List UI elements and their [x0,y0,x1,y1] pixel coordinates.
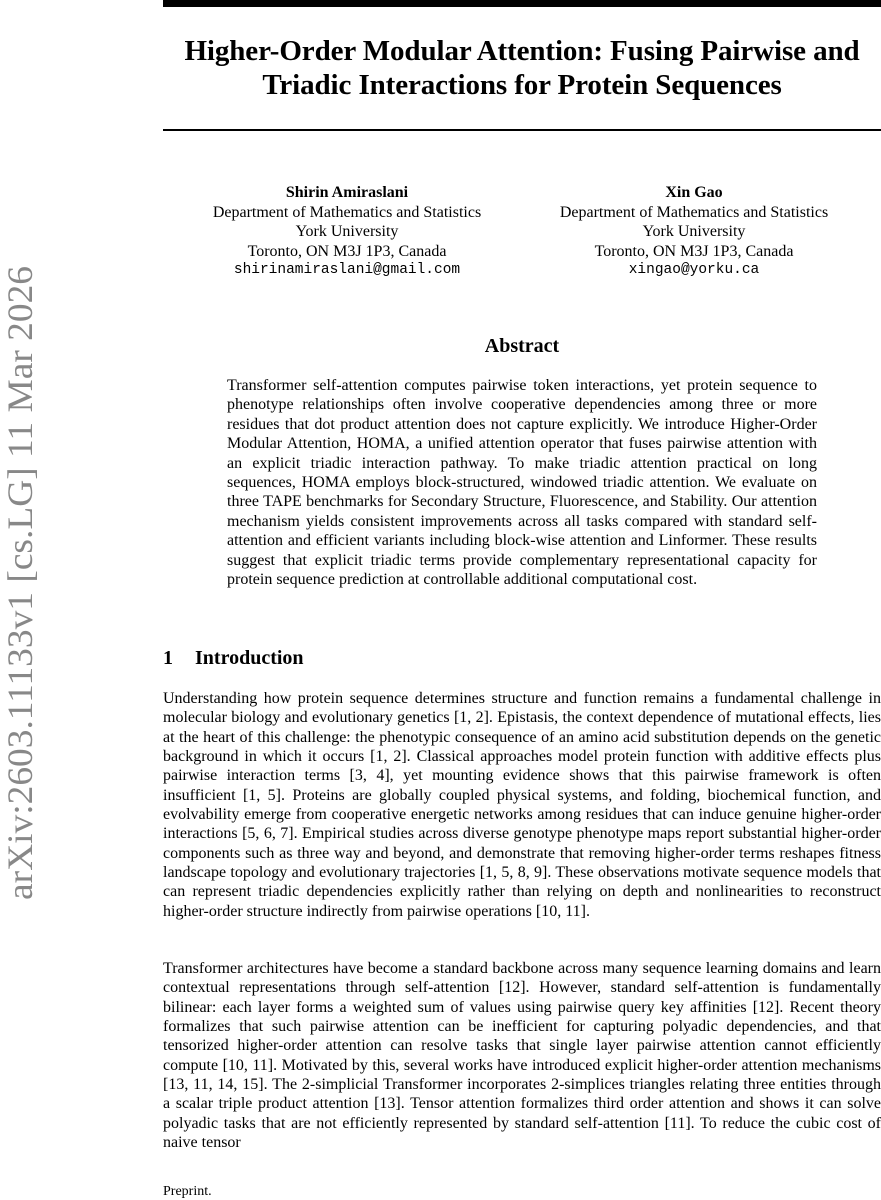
abstract-heading: Abstract [484,335,560,357]
section-title: Introduction [195,647,304,669]
author-department: Department of Mathematics and Statistics [559,203,829,221]
abstract-text: Transformer self-attention computes pairwise token interactions, yet protein sequence to phenotype relationships often involve cooperative dependencies among three or more residues that dot product attention does not capture explicitly. We introduce Higher-Order Modular Attention, HOMA, a unified attention operator that fuses pairwise attention with an explicit triadic interaction pathway. To make triadic attention practical on long sequences, HOMA employs block-structured, windowed triadic attention. We evaluate on three TAPE benchmarks for Secondary Structure, Fluorescence, and Stability. Our attention mechanism yields consistent improvements across all tasks compared with standard self-attention and efficient variants including block-wise attention and Linformer. These results suggest that explicit triadic terms provide complementary representational capacity for protein sequence prediction at controllable additional computational cost. [227,377,817,589]
paper-title: Higher-Order Modular Attention: Fusing Pairwise and Triadic Interactions for Protein Sequences [184,35,860,101]
arxiv-identifier [0,260,42,900]
section-number: 1 [163,647,173,669]
author-university: York University [642,223,746,240]
section-heading [163,646,304,670]
author-email[interactable]: shirinamiraslani@gmail.com [233,262,461,278]
author-block [177,183,517,281]
author-name: Xin Gao [665,184,723,201]
author-university: York University [295,223,399,240]
author-email[interactable]: xingao@yorku.ca [628,262,760,278]
body-paragraph: Transformer architectures have become a standard backbone across many sequence learning domains and learn contextual representations through self-attention [12]. However, standard self-attention is fundamentally bilinear: each layer forms a weighted sum of values using pairwise query key affinities [12]. Recent theory formalizes that such pairwise attention can be inefficient for capturing polyadic dependencies, and that tensorized higher-order attention can resolve tasks that single layer pairwise attention cannot efficiently compute [10, 11]. Motivated by this, several works have introduced explicit higher-order attention mechanisms [13, 11, 14, 15]. The 2-simplicial Transformer incorporates 2-simplices triangles relating three entities through a scalar triple product attention [13]. Tensor attention formalizes third order attention and shows it can solve polyadic tasks that are not efficiently represented by standard self-attention [11]. To reduce the cubic cost of naive tensor [163,960,881,1152]
author-department: Department of Mathematics and Statistics [212,203,482,221]
body-paragraph: Understanding how protein sequence determines structure and function remains a fundamental challenge in molecular biology and evolutionary genetics [1, 2]. Epistasis, the context dependence of mutational effects, lies at the heart of this challenge: the phenotypic consequence of an amino acid substitution depends on the genetic background in which it occurs [1, 2]. Classical approaches model protein function with additive effects plus pairwise interaction terms [3, 4], yet mounting evidence shows that this pairwise framework is often insufficient [1, 5]. Proteins are globally coupled physical systems, and folding, biochemical function, and evolvability emerge from cooperative energetic networks among residues that can induce genuine higher-order interactions [5, 6, 7]. Empirical studies across diverse genotype phenotype maps report substantial higher-order components such as three way and beyond, and demonstrate that removing higher-order terms reshapes fitness landscape topology and evolutionary trajectories [1, 5, 8, 9]. These observations motivate sequence models that can represent triadic dependencies explicitly rather than relying on depth and nonlinearities to reconstruct higher-order structure indirectly from pairwise operations [10, 11]. [163,690,881,920]
author-location: Toronto, ON M3J 1P3, Canada [247,242,447,260]
arxiv-id-text: arXiv:2603.11133v1 [cs.LG] 11 Mar 2026 [0,298,40,900]
title-rule [163,129,881,131]
author-name: Shirin Amiraslani [285,184,409,201]
top-rule [163,0,881,7]
footer-note: Preprint. [163,1184,212,1199]
author-location: Toronto, ON M3J 1P3, Canada [594,242,794,260]
author-block [524,183,864,281]
